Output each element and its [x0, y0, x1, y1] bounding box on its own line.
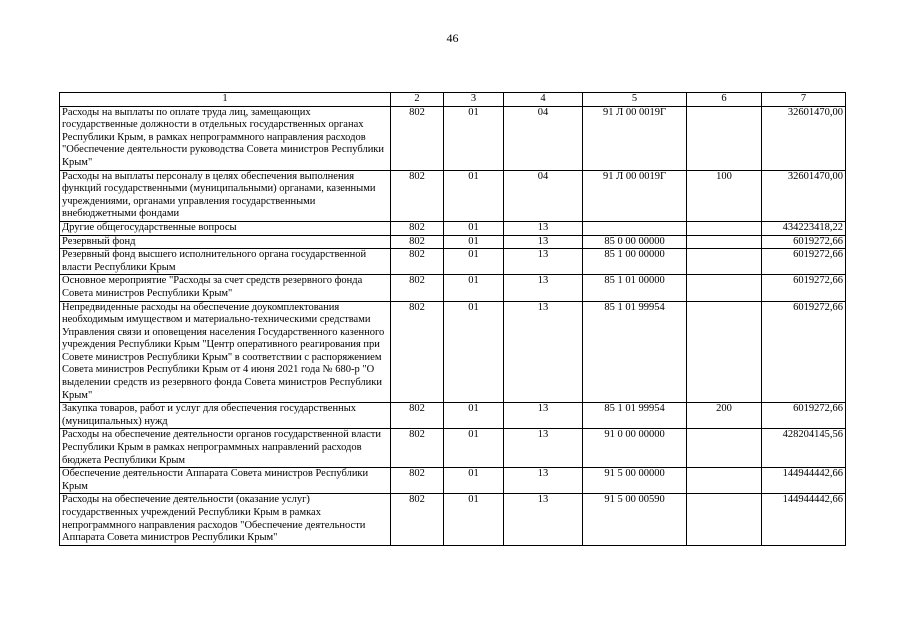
row-col2-cell: 802 [391, 275, 444, 301]
row-col2-cell: 802 [391, 429, 444, 468]
row-amount-cell: 32601470,00 [762, 170, 846, 221]
row-col4-cell: 13 [504, 403, 583, 429]
row-col6-cell [687, 301, 762, 403]
row-amount-cell: 428204145,56 [762, 429, 846, 468]
row-name-cell: Расходы на обеспечение деятельности (оказание услуг) государственных учреждений Республики Крым в рамках непрограммного направления расходов "Обеспечение деятельности Аппарата Совета министров Республики Крым" [60, 494, 391, 545]
row-col3-cell: 01 [444, 249, 504, 275]
row-name-cell: Расходы на выплаты по оплате труда лиц, замещающих государственные должности в отдельных государственных органах Республики Крым, в рамках непрограммного направления расходов "Обеспечение деятельности руководства Совета министров Республики Крым" [60, 106, 391, 170]
table-row [60, 403, 846, 429]
row-col2-cell: 802 [391, 301, 444, 403]
table-row [60, 468, 846, 494]
row-col5-cell: 85 0 00 00000 [583, 235, 687, 249]
page-number: 46 [446, 31, 459, 45]
row-col3-cell: 01 [444, 170, 504, 221]
row-col2-cell: 802 [391, 170, 444, 221]
row-col6-cell [687, 106, 762, 170]
row-name-cell: Резервный фонд высшего исполнительного органа государственной власти Республики Крым [60, 249, 391, 275]
budget-table [59, 92, 846, 546]
row-col5-cell: 91 0 00 00000 [583, 429, 687, 468]
row-col3-cell: 01 [444, 221, 504, 235]
row-col6-cell [687, 429, 762, 468]
table-row [60, 275, 846, 301]
row-name-cell: Расходы на обеспечение деятельности органов государственной власти Республики Крым в рамках непрограммных направлений расходов бюджета Республики Крым [60, 429, 391, 468]
row-amount-cell: 6019272,66 [762, 275, 846, 301]
row-name-cell: Резервный фонд [60, 235, 391, 249]
row-col5-cell: 91 5 00 00590 [583, 494, 687, 545]
column-header: 5 [583, 93, 687, 107]
row-col4-cell: 13 [504, 468, 583, 494]
row-col2-cell: 802 [391, 403, 444, 429]
table-row [60, 429, 846, 468]
table-row [60, 249, 846, 275]
row-col6-cell: 100 [687, 170, 762, 221]
row-col4-cell: 13 [504, 494, 583, 545]
row-col6-cell [687, 249, 762, 275]
row-col4-cell: 13 [504, 249, 583, 275]
table-row [60, 301, 846, 403]
row-amount-cell: 6019272,66 [762, 403, 846, 429]
row-col5-cell: 85 1 01 99954 [583, 403, 687, 429]
column-header: 7 [762, 93, 846, 107]
row-col4-cell: 04 [504, 106, 583, 170]
column-header: 6 [687, 93, 762, 107]
row-col5-cell: 91 5 00 00000 [583, 468, 687, 494]
row-col4-cell: 13 [504, 429, 583, 468]
row-col2-cell: 802 [391, 235, 444, 249]
row-col3-cell: 01 [444, 429, 504, 468]
row-name-cell: Расходы на выплаты персоналу в целях обеспечения выполнения функций государственными (муниципальными) органами, казенными учреждениями, органами управления государственными внебюджетными фондами [60, 170, 391, 221]
row-amount-cell: 6019272,66 [762, 301, 846, 403]
table-header-row [60, 93, 846, 107]
row-col2-cell: 802 [391, 106, 444, 170]
row-col5-cell: 91 Л 00 0019Г [583, 106, 687, 170]
column-header: 1 [60, 93, 391, 107]
row-col6-cell [687, 275, 762, 301]
row-name-cell: Другие общегосударственные вопросы [60, 221, 391, 235]
row-col5-cell: 85 1 01 99954 [583, 301, 687, 403]
table-row [60, 170, 846, 221]
row-amount-cell: 434223418,22 [762, 221, 846, 235]
column-header: 4 [504, 93, 583, 107]
row-col5-cell [583, 221, 687, 235]
row-col3-cell: 01 [444, 275, 504, 301]
row-col4-cell: 13 [504, 301, 583, 403]
row-col6-cell [687, 235, 762, 249]
row-col5-cell: 85 1 01 00000 [583, 275, 687, 301]
row-col4-cell: 13 [504, 235, 583, 249]
row-col4-cell: 04 [504, 170, 583, 221]
table-row [60, 221, 846, 235]
table-body [60, 106, 846, 545]
row-amount-cell: 32601470,00 [762, 106, 846, 170]
column-header: 2 [391, 93, 444, 107]
row-col6-cell: 200 [687, 403, 762, 429]
row-name-cell: Обеспечение деятельности Аппарата Совета министров Республики Крым [60, 468, 391, 494]
row-col2-cell: 802 [391, 468, 444, 494]
table-row [60, 106, 846, 170]
row-col3-cell: 01 [444, 403, 504, 429]
row-col4-cell: 13 [504, 221, 583, 235]
row-col6-cell [687, 221, 762, 235]
row-amount-cell: 144944442,66 [762, 494, 846, 545]
row-name-cell: Основное мероприятие "Расходы за счет средств резервного фонда Совета министров Республики Крым" [60, 275, 391, 301]
row-col2-cell: 802 [391, 494, 444, 545]
table-row [60, 494, 846, 545]
row-amount-cell: 144944442,66 [762, 468, 846, 494]
row-col3-cell: 01 [444, 235, 504, 249]
row-col5-cell: 85 1 00 00000 [583, 249, 687, 275]
table-row [60, 235, 846, 249]
row-col3-cell: 01 [444, 301, 504, 403]
column-header: 3 [444, 93, 504, 107]
row-col2-cell: 802 [391, 221, 444, 235]
row-col5-cell: 91 Л 00 0019Г [583, 170, 687, 221]
row-amount-cell: 6019272,66 [762, 249, 846, 275]
row-col6-cell [687, 494, 762, 545]
row-amount-cell: 6019272,66 [762, 235, 846, 249]
row-col3-cell: 01 [444, 468, 504, 494]
row-name-cell: Непредвиденные расходы на обеспечение доукомплектования необходимым имуществом и материально-техническими средствами Управления связи и оповещения населения Государственного казенного учреждения Республики Крым "Центр оперативного реагирования при Совете министров Республики Крым" в соответствии с распоряжением Совета министров Республики Крым от 4 июня 2021 года № 680-р "О выделении средств из резервного фонда Совета министров Республики Крым" [60, 301, 391, 403]
row-col2-cell: 802 [391, 249, 444, 275]
row-col3-cell: 01 [444, 106, 504, 170]
row-col3-cell: 01 [444, 494, 504, 545]
row-name-cell: Закупка товаров, работ и услуг для обеспечения государственных (муниципальных) нужд [60, 403, 391, 429]
row-col6-cell [687, 468, 762, 494]
row-col4-cell: 13 [504, 275, 583, 301]
